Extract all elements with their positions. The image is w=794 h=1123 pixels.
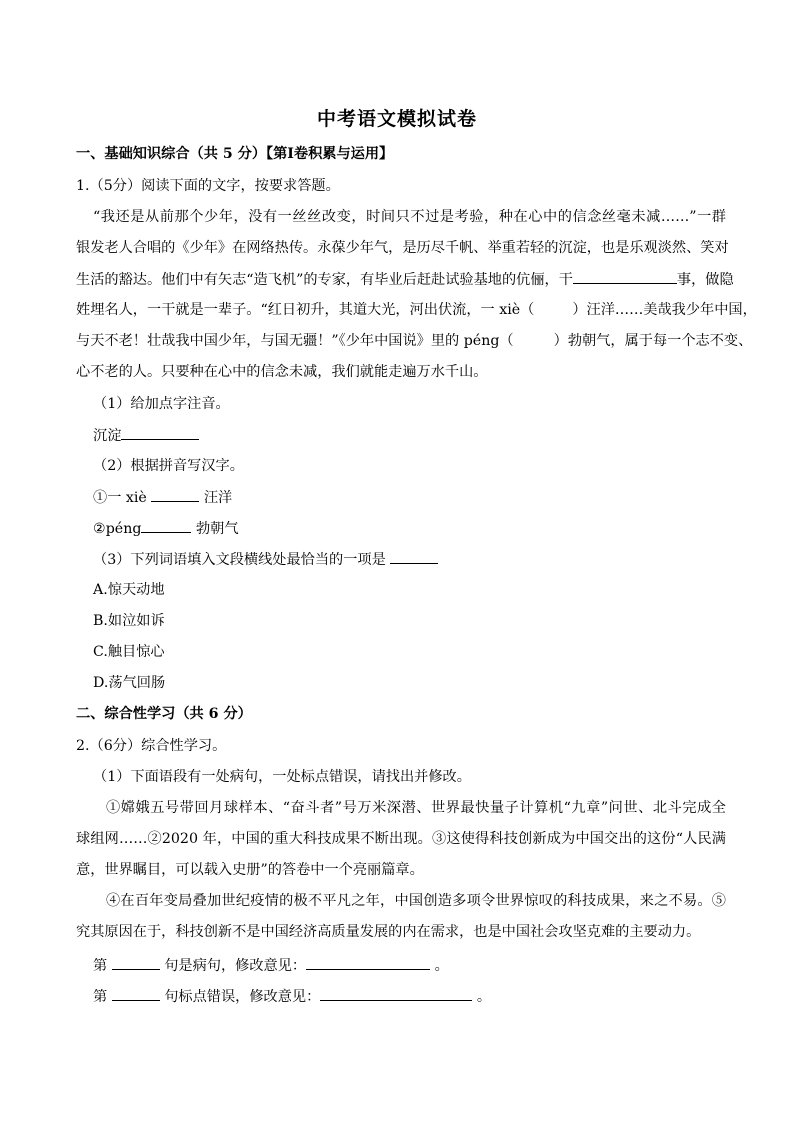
section2-heading: 二、综合性学习（共 6 分） <box>76 706 252 722</box>
passage-line-1: “我还是从前那个少年，没有一丝丝改变，时间只不过是考验，种在心中的信念丝毫未减……”一群 <box>93 209 726 225</box>
answer-blank-choice[interactable] <box>390 549 438 564</box>
question2-intro: 2.（6分）综合性学习。 <box>76 738 227 754</box>
answer-blank-pinyin[interactable] <box>121 425 199 440</box>
option-b[interactable]: B.如泣如诉 <box>93 613 165 629</box>
q2-subquestion-1: （1）下面语段有一处病句，一处标点错误，请找出并修改。 <box>93 769 471 785</box>
item-2-suffix: 勃朝气 <box>195 521 239 537</box>
question1-intro: 1.（5分）阅读下面的文字，按要求答题。 <box>76 178 340 194</box>
passage-line-5-tail: ）勃朝气，属于每一个志不变、 <box>553 333 753 349</box>
option-a[interactable]: A.惊天动地 <box>93 582 165 598</box>
item-1-prefix: ①一 xiè <box>93 490 147 506</box>
answer-blank-punct-revision[interactable] <box>320 986 472 1001</box>
answer-blank-punct-number[interactable] <box>112 986 160 1001</box>
passage-line-4-text: 姓埋名人，一干就是一辈子。“红日初升，其道大光，河出伏流，一 xiè（ <box>76 302 535 318</box>
subquestion-1: （1）给加点字注音。 <box>93 396 230 412</box>
passage-line-3-text: 生活的豁达。他们中有矢志“造飞机”的专家，有毕业后赶赴试验基地的伉俪，干 <box>76 272 573 288</box>
answer-blank-peng[interactable] <box>141 518 191 533</box>
subquestion-2-item-1 <box>93 487 743 508</box>
answer-2-prefix: 第 <box>93 989 108 1005</box>
answer-1-label: 句是病句，修改意见： <box>164 958 307 974</box>
q2-para1-line-2: 球组网……②2020 年，中国的重大科技成果不断出现。③这使得科技创新成为中国交出的这份“人民满 <box>76 831 726 847</box>
subquestion-3 <box>93 549 743 570</box>
q2-para1-line-1: ①嫦娥五号带回月球样本、“奋斗者”号万米深潜、世界最快量子计算机“九章”问世、北斗完成全 <box>106 800 726 816</box>
passage-line-2: 银发老人合唱的《少年》在网络热传。永葆少年气，是历尽千帆、举重若轻的沉淀，也是乐观淡然、笑对 <box>76 240 729 256</box>
subquestion-1-item <box>93 425 743 446</box>
answer-blank-revision[interactable] <box>306 955 430 970</box>
q2-para2-line-2: 究其原因在于，科技创新不是中国经济高质量发展的内在需求，也是中国社会攻坚克难的主要动力。 <box>76 924 701 940</box>
section1-heading: 一、基础知识综合（共 5 分）【第Ⅰ卷积累与运用】 <box>76 146 394 162</box>
answer-1-prefix: 第 <box>93 958 108 974</box>
passage-line-5-text: 与天不老！壮哉我中国少年，与国无疆！”《少年中国说》里的 péng（ <box>76 333 514 349</box>
passage-line-3-tail: 事，做隐 <box>676 272 734 288</box>
page-title: 中考语文模拟试卷 <box>316 108 477 130</box>
subquestion-1-word: 沉淀 <box>93 428 122 444</box>
passage-line-4-tail: ）汪洋……美哉我少年中国， <box>572 302 757 318</box>
subquestion-2: （2）根据拼音写汉字。 <box>93 458 244 474</box>
passage-line-4 <box>76 300 757 320</box>
answer-blank-xie[interactable] <box>151 487 199 502</box>
answer-2-end: 。 <box>476 989 492 1005</box>
answer-2-label: 句标点错误，修改意见： <box>164 989 321 1005</box>
answer-line-sick-sentence <box>93 955 743 976</box>
option-d[interactable]: D.荡气回肠 <box>93 675 166 691</box>
passage-line-5 <box>76 331 753 351</box>
item-2-prefix: ②péng <box>93 521 142 537</box>
subquestion-3-text: （3）下列词语填入文段横线处最恰当的一项是 <box>93 552 386 568</box>
answer-blank-idiom[interactable] <box>573 269 677 284</box>
answer-line-punctuation <box>93 986 743 1007</box>
option-c[interactable]: C.触目惊心 <box>93 644 165 660</box>
answer-1-end: 。 <box>434 958 449 974</box>
q2-para2-line-1: ④在百年变局叠加世纪疫情的极不平凡之年，中国创造多项令世界惊叹的科技成果，来之不易。⑤ <box>106 893 726 909</box>
passage-line-6: 心不老的人。只要种在心中的信念未减，我们就能走遍万水千山。 <box>76 364 488 380</box>
answer-blank-sentence-number[interactable] <box>112 955 160 970</box>
item-1-suffix: 汪洋 <box>203 490 233 506</box>
subquestion-2-item-2 <box>93 518 743 539</box>
q2-para1-line-3: 意，世界瞩目，可以载入史册”的答卷中一个亮丽篇章。 <box>76 862 424 878</box>
passage-line-3 <box>76 269 734 290</box>
